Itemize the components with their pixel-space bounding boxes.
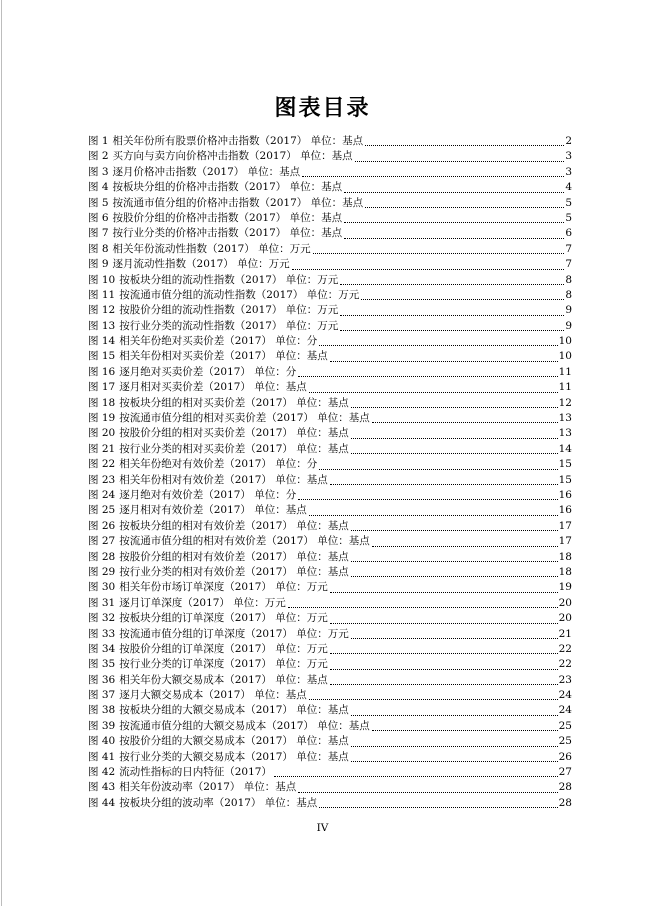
figure-label: 图 35 (88, 658, 116, 671)
toc-entry[interactable] (88, 473, 572, 488)
figure-caption: 逐月绝对买卖价差（2017） 单位：分 (119, 365, 297, 378)
figure-caption: 相关年份流动性指数（2017） 单位：万元 (112, 242, 311, 255)
toc-entry[interactable] (88, 750, 572, 765)
figure-label: 图 22 (88, 458, 116, 471)
toc-entry[interactable] (88, 580, 572, 595)
dot-leader (288, 607, 558, 608)
figure-caption: 流动性指标的日内特征（2017） (119, 766, 272, 779)
figure-caption: 按流通市值分组的相对有效价差（2017） 单位：基点 (119, 535, 370, 548)
toc-entry[interactable] (88, 226, 572, 241)
figure-label: 图 14 (88, 335, 116, 348)
dot-leader (340, 284, 564, 285)
dot-leader (330, 669, 558, 670)
page-number: 23 (558, 673, 572, 686)
toc-entry[interactable] (88, 134, 572, 149)
toc-entry[interactable] (88, 627, 572, 642)
figure-label: 图 39 (88, 719, 116, 732)
figure-caption: 按板块分组的相对买卖价差（2017） 单位：基点 (119, 396, 349, 409)
page-number: 16 (558, 488, 572, 501)
figure-label: 图 4 (88, 181, 109, 194)
toc-entry[interactable] (88, 780, 572, 795)
toc-entry[interactable] (88, 611, 572, 626)
toc-entry[interactable] (88, 196, 572, 211)
figure-caption: 按股价分组的流动性指数（2017） 单位：万元 (119, 304, 339, 317)
dot-leader (319, 807, 557, 808)
page-number: 19 (558, 581, 572, 594)
figure-label: 图 6 (88, 211, 109, 224)
dot-leader (372, 730, 558, 731)
figure-label: 图 16 (88, 365, 116, 378)
dot-leader (340, 330, 564, 331)
dot-leader (330, 653, 558, 654)
figure-label: 图 31 (88, 596, 116, 609)
figure-label: 图 29 (88, 565, 116, 578)
dot-leader (298, 376, 557, 377)
figure-caption: 按板块分组的价格冲击指数（2017） 单位：基点 (112, 181, 343, 194)
figure-label: 图 17 (88, 381, 116, 394)
dot-leader (344, 222, 564, 223)
figure-label: 图 1 (88, 135, 109, 147)
page-number-footer: IV (316, 822, 329, 834)
dot-leader (351, 561, 558, 562)
toc-entry[interactable] (88, 411, 572, 426)
page-number: 9 (565, 319, 572, 332)
figure-label: 图 27 (88, 535, 116, 548)
toc-entry[interactable] (88, 488, 572, 503)
figure-label: 图 7 (88, 227, 109, 240)
figure-caption: 按行业分类的订单深度（2017） 单位：万元 (119, 658, 328, 671)
dot-leader (361, 299, 564, 300)
dot-leader (309, 515, 558, 516)
dot-leader (309, 392, 558, 393)
figure-label: 图 5 (88, 196, 109, 209)
figure-caption: 相关年份波动率（2017） 单位：基点 (119, 781, 297, 794)
dot-leader (344, 192, 564, 193)
dot-leader (340, 315, 564, 316)
figure-label: 图 38 (88, 704, 116, 717)
figure-label: 图 37 (88, 689, 116, 702)
page-number: 20 (558, 612, 572, 625)
page-number: 13 (558, 412, 572, 425)
page-number: 10 (558, 335, 572, 348)
figure-caption: 相关年份相对有效价差（2017） 单位：基点 (119, 473, 328, 486)
toc-entry[interactable] (88, 534, 572, 549)
figure-caption: 按行业分类的相对买卖价差（2017） 单位：基点 (119, 442, 349, 455)
figure-caption: 逐月相对买卖价差（2017） 单位：基点 (119, 381, 307, 394)
page-number: 11 (558, 381, 572, 394)
dot-leader (365, 145, 564, 146)
figure-caption: 相关年份绝对有效价差（2017） 单位：分 (119, 458, 318, 471)
toc-entry[interactable] (88, 596, 572, 611)
toc-entry[interactable] (88, 180, 572, 195)
figure-caption: 逐月相对有效价差（2017） 单位：基点 (119, 504, 307, 517)
dot-leader (351, 453, 558, 454)
toc-entry[interactable] (88, 565, 572, 580)
figure-label: 图 25 (88, 504, 116, 517)
toc-entry[interactable] (88, 703, 572, 718)
toc-entry[interactable] (88, 334, 572, 349)
page-title: 图表目录 (274, 95, 371, 121)
page-number: 25 (558, 735, 572, 748)
page-number: 18 (558, 550, 572, 563)
figure-list (88, 134, 572, 811)
page-number: 7 (565, 242, 572, 255)
dot-leader (292, 269, 565, 270)
page-number: 9 (565, 304, 572, 317)
figure-caption: 按股价分组的相对有效价差（2017） 单位：基点 (119, 550, 349, 563)
page-number: 12 (558, 396, 572, 409)
figure-label: 图 34 (88, 642, 116, 655)
figure-label: 图 26 (88, 519, 116, 532)
page-number: 11 (558, 365, 572, 378)
figure-caption: 按板块分组的相对有效价差（2017） 单位：基点 (119, 519, 349, 532)
page-number: 7 (565, 258, 572, 271)
toc-entry[interactable] (88, 211, 572, 226)
toc-entry[interactable] (88, 657, 572, 672)
figure-label: 图 40 (88, 735, 116, 748)
figure-label: 图 13 (88, 319, 116, 332)
toc-entry[interactable] (88, 242, 572, 257)
page-number: 5 (565, 196, 572, 209)
dot-leader (365, 207, 564, 208)
page-number: 10 (558, 350, 572, 363)
figure-caption: 相关年份大额交易成本（2017） 单位：基点 (119, 673, 328, 686)
figure-caption: 相关年份相对买卖价差（2017） 单位：基点 (119, 350, 328, 363)
page-number: 17 (558, 519, 572, 532)
figure-label: 图 33 (88, 627, 116, 640)
page-number: 14 (558, 442, 572, 455)
figure-caption: 相关年份绝对买卖价差（2017） 单位：分 (119, 335, 318, 348)
page-number: 8 (565, 288, 572, 301)
page-number: 22 (558, 642, 572, 655)
dot-leader (319, 469, 557, 470)
figure-caption: 按股价分组的大额交易成本（2017） 单位：基点 (119, 735, 349, 748)
dot-leader (313, 253, 565, 254)
dot-leader (372, 422, 558, 423)
page-number: 21 (558, 627, 572, 640)
dot-leader (351, 576, 558, 577)
toc-entry[interactable] (88, 288, 572, 303)
toc-entry[interactable] (88, 765, 572, 780)
toc-entry[interactable] (88, 673, 572, 688)
toc-entry[interactable] (88, 719, 572, 734)
page-number: 5 (565, 211, 572, 224)
figure-caption: 按流通市值分组的相对买卖价差（2017） 单位：基点 (119, 412, 370, 425)
page-number: 6 (565, 227, 572, 240)
toc-entry[interactable] (88, 426, 572, 441)
dot-leader (351, 746, 558, 747)
dot-leader (351, 638, 558, 639)
page-number: 20 (558, 596, 572, 609)
figure-label: 图 23 (88, 473, 116, 486)
page-number: 4 (565, 181, 572, 194)
figure-caption: 逐月流动性指数（2017） 单位：万元 (112, 258, 290, 271)
dot-leader (372, 546, 558, 547)
figure-caption: 按板块分组的订单深度（2017） 单位：万元 (119, 612, 328, 625)
dot-leader (319, 345, 557, 346)
dot-leader (351, 407, 558, 408)
figure-label: 图 28 (88, 550, 116, 563)
toc-entry[interactable] (88, 396, 572, 411)
toc-entry[interactable] (88, 688, 572, 703)
figure-label: 图 32 (88, 612, 116, 625)
page-number: 3 (565, 150, 572, 163)
figure-caption: 按流通市值分组的大额交易成本（2017） 单位：基点 (119, 719, 370, 732)
page-number: 13 (558, 427, 572, 440)
figure-caption: 按行业分类的流动性指数（2017） 单位：万元 (119, 319, 339, 332)
figure-caption: 逐月绝对有效价差（2017） 单位：分 (119, 488, 297, 501)
page-number: 18 (558, 565, 572, 578)
figure-label: 图 36 (88, 673, 116, 686)
figure-caption: 按流通市值分组的流动性指数（2017） 单位：万元 (119, 288, 360, 301)
figure-label: 图 20 (88, 427, 116, 440)
figure-label: 图 12 (88, 304, 116, 317)
figure-caption: 逐月订单深度（2017） 单位：万元 (119, 596, 286, 609)
figure-label: 图 15 (88, 350, 116, 363)
figure-caption: 按流通市值分组的订单深度（2017） 单位：万元 (119, 627, 349, 640)
dot-leader (302, 176, 564, 177)
figure-caption: 按股价分组的订单深度（2017） 单位：万元 (119, 642, 328, 655)
toc-entry[interactable] (88, 257, 572, 272)
figure-label: 图 9 (88, 258, 109, 271)
page-number: 16 (558, 504, 572, 517)
figure-label: 图 43 (88, 781, 116, 794)
figure-caption: 按板块分组的波动率（2017） 单位：基点 (119, 796, 318, 809)
page-number: 25 (558, 719, 572, 732)
figure-label: 图 19 (88, 412, 116, 425)
dot-leader (351, 715, 558, 716)
page-number: 28 (558, 796, 572, 809)
page-number: 15 (558, 458, 572, 471)
toc-entry[interactable] (88, 349, 572, 364)
page-number: 27 (558, 766, 572, 779)
toc-entry[interactable] (88, 550, 572, 565)
figure-label: 图 24 (88, 488, 116, 501)
figure-caption: 逐月大额交易成本（2017） 单位：基点 (119, 689, 307, 702)
dot-leader (330, 684, 558, 685)
figure-caption: 按股价分组的相对买卖价差（2017） 单位：基点 (119, 427, 349, 440)
page-number: 15 (558, 473, 572, 486)
page-number: 28 (558, 781, 572, 794)
toc-entry[interactable] (88, 303, 572, 318)
page-number: 24 (558, 704, 572, 717)
page-number: 17 (558, 535, 572, 548)
toc-entry[interactable] (88, 796, 572, 811)
page-number: 3 (565, 165, 572, 178)
dot-leader (330, 623, 558, 624)
page-number: 24 (558, 689, 572, 702)
figure-caption: 按流通市值分组的价格冲击指数（2017） 单位：基点 (112, 196, 364, 209)
figure-label: 图 2 (88, 150, 109, 163)
figure-caption: 相关年份所有股票价格冲击指数（2017） 单位：基点 (112, 135, 364, 147)
dot-leader (330, 592, 558, 593)
figure-caption: 买方向与卖方向价格冲击指数（2017） 单位：基点 (112, 150, 353, 163)
figure-caption: 按板块分组的流动性指数（2017） 单位：万元 (119, 273, 339, 286)
figure-label: 图 3 (88, 165, 109, 178)
figure-label: 图 44 (88, 796, 116, 809)
figure-label: 图 18 (88, 396, 116, 409)
toc-entry[interactable] (88, 380, 572, 395)
dot-leader (351, 530, 558, 531)
figure-caption: 按股价分组的价格冲击指数（2017） 单位：基点 (112, 211, 343, 224)
toc-entry[interactable] (88, 442, 572, 457)
dot-leader (330, 484, 558, 485)
toc-entry[interactable] (88, 734, 572, 749)
toc-entry[interactable] (88, 319, 572, 334)
figure-label: 图 21 (88, 442, 116, 455)
dot-leader (351, 761, 558, 762)
dot-leader (330, 361, 558, 362)
dot-leader (355, 161, 565, 162)
dot-leader (298, 499, 557, 500)
toc-entry[interactable] (88, 642, 572, 657)
figure-caption: 按板块分组的大额交易成本（2017） 单位：基点 (119, 704, 349, 717)
toc-entry[interactable] (88, 503, 572, 518)
dot-leader (351, 438, 558, 439)
toc-entry[interactable] (88, 365, 572, 380)
figure-caption: 逐月价格冲击指数（2017） 单位：基点 (112, 165, 301, 178)
figure-caption: 按行业分类的相对有效价差（2017） 单位：基点 (119, 565, 349, 578)
page-left-border (1, 0, 2, 906)
page-number: 26 (558, 750, 572, 763)
page-number: 22 (558, 658, 572, 671)
figure-caption: 按行业分类的价格冲击指数（2017） 单位：基点 (112, 227, 343, 240)
figure-label: 图 11 (88, 288, 116, 301)
figure-label: 图 30 (88, 581, 116, 594)
toc-entry[interactable] (88, 165, 572, 180)
page-number: 8 (565, 273, 572, 286)
figure-label: 图 10 (88, 273, 116, 286)
figure-caption: 按行业分类的大额交易成本（2017） 单位：基点 (119, 750, 349, 763)
figure-caption: 相关年份市场订单深度（2017） 单位：万元 (119, 581, 328, 594)
dot-leader (309, 699, 558, 700)
page-number: 2 (565, 135, 572, 147)
toc-entry[interactable] (88, 149, 572, 164)
dot-leader (274, 776, 558, 777)
figure-label: 图 42 (88, 766, 116, 779)
toc-entry[interactable] (88, 273, 572, 288)
figure-label: 图 41 (88, 750, 116, 763)
dot-leader (298, 792, 557, 793)
figure-label: 图 8 (88, 242, 109, 255)
toc-entry[interactable] (88, 519, 572, 534)
toc-entry[interactable] (88, 457, 572, 472)
dot-leader (344, 238, 564, 239)
